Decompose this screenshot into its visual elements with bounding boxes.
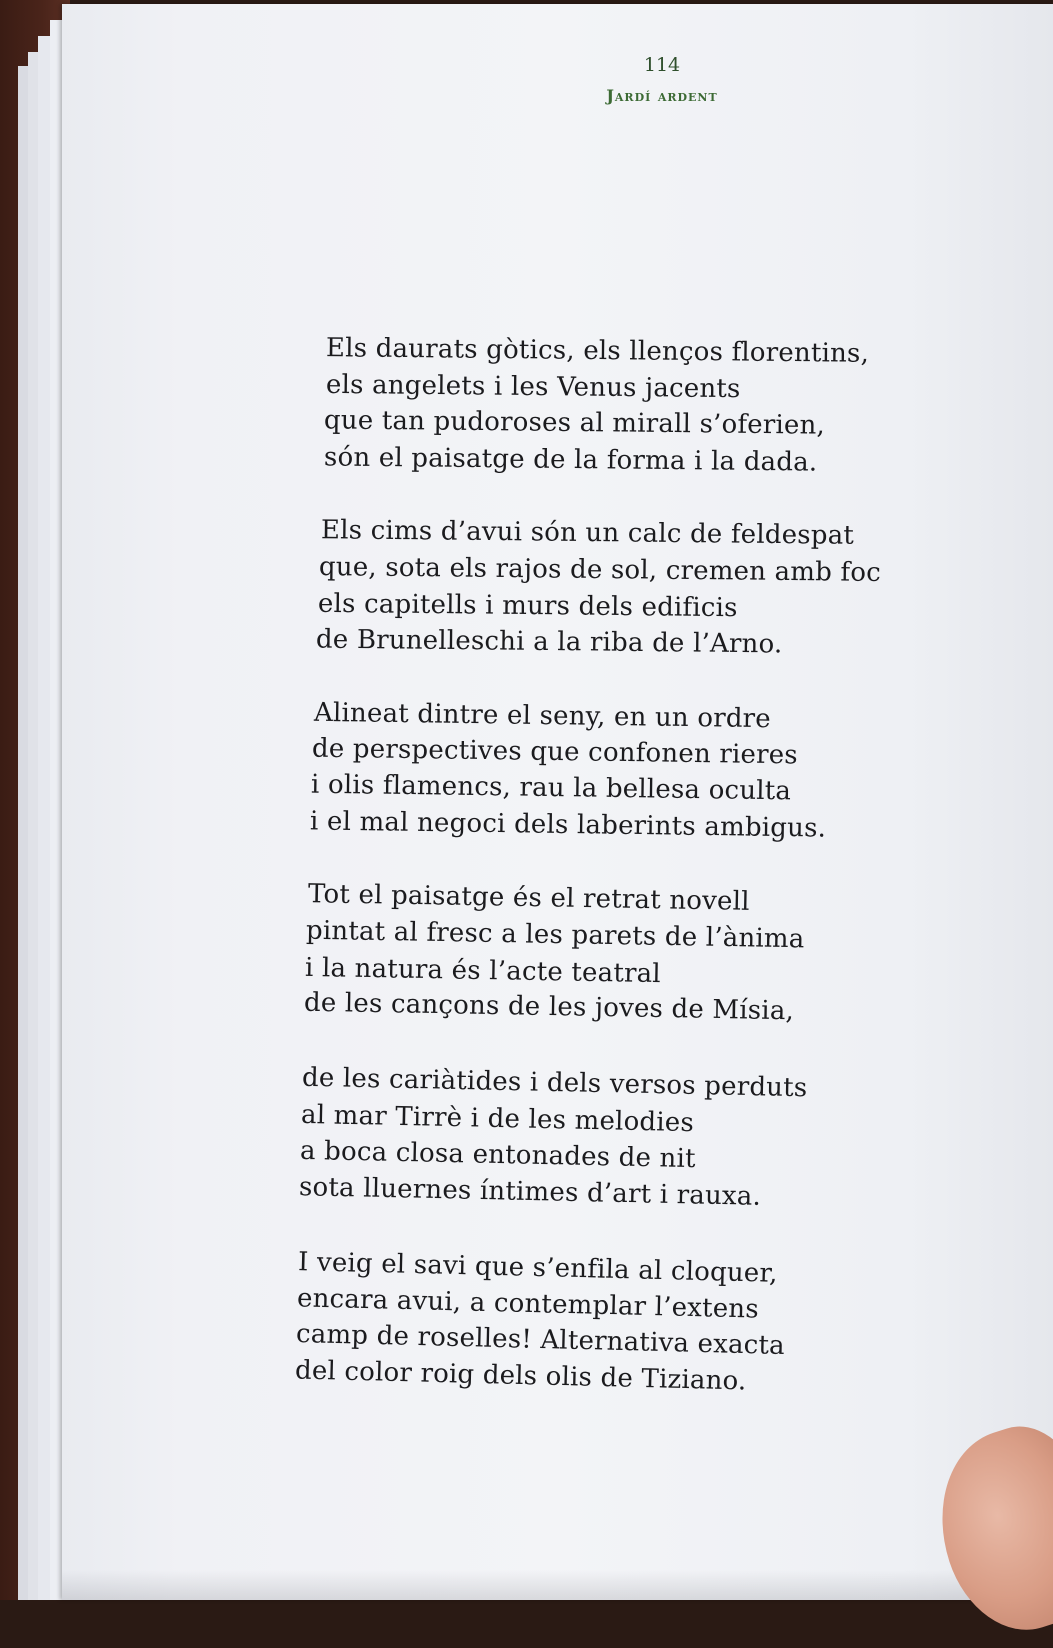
poem-line: de les cançons de les joves de Mísia, [303,987,795,1027]
poem-line: Alineat dintre el seny, en un ordre [313,697,772,735]
poem-line: a boca closa entonades de nit [299,1135,697,1175]
running-title: Jardí ardent [606,86,718,105]
poem-line: que, sota els rajos de sol, cremen amb foc [318,552,882,588]
poem-line: de les cariàtides i dels versos perduts [301,1062,808,1104]
poem-line: Tot el paisatge és el retrat novell [307,879,750,917]
poem-line: sota lluernes íntimes d’art i rauxa. [298,1172,762,1212]
poem-line: Els cims d’avui són un calc de feldespat [320,515,855,551]
poem-line: i el mal negoci dels laberints ambigus. [309,806,827,844]
page-shadow [62,1570,1053,1600]
poem [62,4,1053,1600]
poem-line: al mar Tirrè i de les melodies [300,1099,695,1139]
poem-line: de Brunelleschi a la riba de l’Arno. [315,624,783,660]
poem-line: i la natura és l’acte teatral [304,952,662,990]
poem-line: pintat al fresc a les parets de l’ànima [305,915,805,955]
poem-line: del color roig dels olis de Tiziano. [294,1355,747,1397]
poem-line: Els daurats gòtics, els llenços florentins, [325,333,870,369]
poem-line: encara avui, a contemplar l’extens [296,1283,760,1325]
book-page [62,4,1053,1600]
poem-line: de perspectives que confonen rieres [311,733,799,771]
poem-line: que tan pudoroses al mirall s’oferien, [323,405,826,441]
page-number: 114 [643,54,681,76]
poem-line: els capitells i murs dels edificis [317,588,738,624]
poem-line: els angelets i les Venus jacents [325,369,741,405]
poem-line: I veig el savi que s’enfila al cloquer, [297,1247,779,1289]
poem-line: i olis flamencs, rau la bellesa oculta [310,769,792,807]
poem-line: camp de roselles! Alternativa exacta [295,1319,786,1361]
poem-line: són el paisatge de la forma i la dada. [323,442,818,478]
